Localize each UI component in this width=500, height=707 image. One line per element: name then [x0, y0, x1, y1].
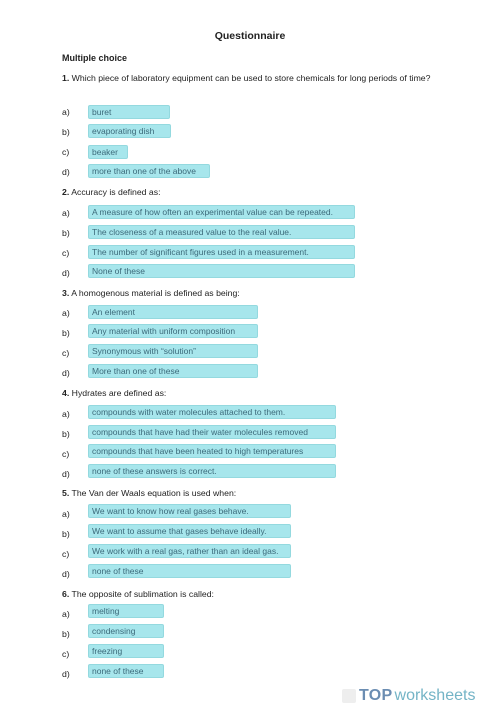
- question-4: [62, 387, 442, 400]
- option-letter: d): [62, 167, 70, 177]
- brand-top: TOP: [359, 687, 393, 704]
- question-text: The opposite of sublimation is called:: [71, 589, 214, 599]
- option-letter: d): [62, 368, 70, 378]
- answer-option[interactable]: We work with a real gas, rather than an ideal gas.: [88, 544, 291, 558]
- answer-option[interactable]: None of these: [88, 264, 355, 278]
- answer-option[interactable]: melting: [88, 604, 164, 618]
- answer-option[interactable]: none of these answers is correct.: [88, 464, 336, 478]
- question-number: 5.: [62, 488, 70, 498]
- answer-option[interactable]: A measure of how often an experimental value can be repeated.: [88, 205, 355, 219]
- question-6: [62, 588, 442, 601]
- answer-option[interactable]: The number of significant figures used in a measurement.: [88, 245, 355, 259]
- option-letter: c): [62, 248, 70, 258]
- question-1: [62, 72, 442, 85]
- answer-option[interactable]: beaker: [88, 145, 128, 159]
- topworksheets-logo: [342, 685, 498, 707]
- option-letter: b): [62, 127, 70, 137]
- answer-option[interactable]: We want to assume that gases behave ideally.: [88, 524, 291, 538]
- option-letter: d): [62, 669, 70, 679]
- question-5: [62, 487, 442, 500]
- question-text: The Van der Waals equation is used when:: [71, 488, 237, 498]
- answer-option[interactable]: The closeness of a measured value to the real value.: [88, 225, 355, 239]
- option-letter: a): [62, 409, 70, 419]
- option-letter: c): [62, 348, 70, 358]
- question-number: 2.: [62, 187, 70, 197]
- answer-option[interactable]: compounds that have had their water molecules removed: [88, 425, 336, 439]
- answer-option[interactable]: more than one of the above: [88, 164, 210, 178]
- answer-option[interactable]: We want to know how real gases behave.: [88, 504, 291, 518]
- option-letter: c): [62, 649, 70, 659]
- section-heading: Multiple choice: [62, 53, 128, 63]
- option-letter: c): [62, 449, 70, 459]
- option-letter: b): [62, 629, 70, 639]
- option-letter: d): [62, 569, 70, 579]
- option-letter: a): [62, 107, 70, 117]
- answer-option[interactable]: compounds that have been heated to high temperatures: [88, 444, 336, 458]
- answer-option[interactable]: buret: [88, 105, 170, 119]
- question-2: [62, 186, 442, 199]
- question-text: Which piece of laboratory equipment can be used to store chemicals for long periods of time?: [71, 73, 431, 83]
- option-letter: a): [62, 208, 70, 218]
- option-letter: c): [62, 147, 70, 157]
- answer-option[interactable]: Synonymous with “solution”: [88, 344, 258, 358]
- answer-option[interactable]: Any material with uniform composition: [88, 324, 258, 338]
- question-number: 3.: [62, 288, 70, 298]
- option-letter: b): [62, 429, 70, 439]
- option-letter: a): [62, 609, 70, 619]
- question-number: 1.: [62, 73, 70, 83]
- option-letter: b): [62, 328, 70, 338]
- page-title: Questionnaire: [214, 30, 286, 42]
- answer-option[interactable]: freezing: [88, 644, 164, 658]
- question-number: 6.: [62, 589, 70, 599]
- question-text: Accuracy is defined as:: [71, 187, 161, 197]
- answer-option[interactable]: condensing: [88, 624, 164, 638]
- option-letter: b): [62, 529, 70, 539]
- question-3: [62, 287, 442, 300]
- logo-mark-icon: [342, 689, 356, 703]
- answer-option[interactable]: More than one of these: [88, 364, 258, 378]
- option-letter: d): [62, 469, 70, 479]
- option-letter: c): [62, 549, 70, 559]
- option-letter: a): [62, 509, 70, 519]
- answer-option[interactable]: none of these: [88, 664, 164, 678]
- question-text: Hydrates are defined as:: [71, 388, 167, 398]
- option-letter: b): [62, 228, 70, 238]
- question-number: 4.: [62, 388, 70, 398]
- answer-option[interactable]: compounds with water molecules attached to them.: [88, 405, 336, 419]
- answer-option[interactable]: none of these: [88, 564, 291, 578]
- answer-option[interactable]: An element: [88, 305, 258, 319]
- brand-worksheets: worksheets: [394, 687, 476, 704]
- question-text: A homogenous material is defined as being:: [71, 288, 240, 298]
- answer-option[interactable]: evaporating dish: [88, 124, 171, 138]
- option-letter: a): [62, 308, 70, 318]
- option-letter: d): [62, 268, 70, 278]
